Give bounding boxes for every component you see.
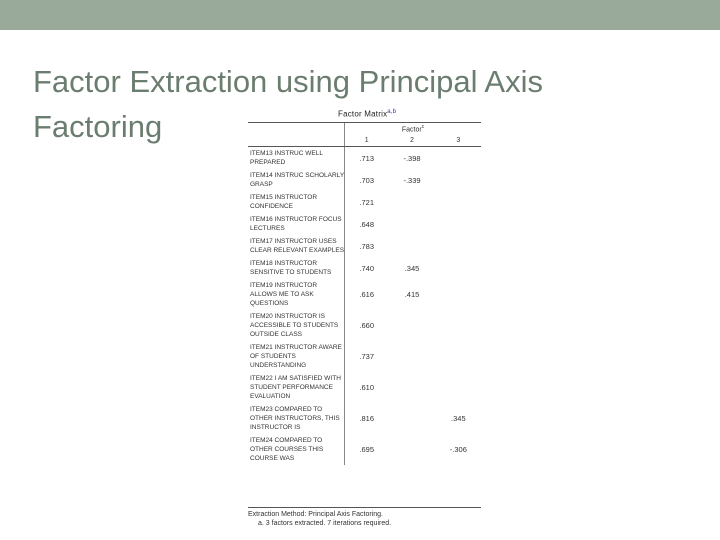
factor-3-value xyxy=(436,279,481,310)
table-header-row xyxy=(248,123,481,136)
table-row xyxy=(248,147,481,170)
factor-2-value xyxy=(388,372,435,403)
factor-2-value: -.398 xyxy=(403,153,421,163)
factor-3-value: -.306 xyxy=(449,445,467,454)
factor-1-value: .721 xyxy=(345,191,389,213)
column-header-3: 3 xyxy=(436,135,481,147)
table-row xyxy=(248,310,481,341)
factor-header-superscript: c xyxy=(421,124,425,131)
row-label: ITEM13 INSTRUC WELL PREPARED xyxy=(250,150,323,166)
table-body xyxy=(248,147,481,466)
table-row xyxy=(248,372,481,403)
row-label: ITEM20 INSTRUCTOR IS ACCESSIBLE TO STUDENTS OUTSIDE CLASS xyxy=(250,313,339,338)
factor-3-value xyxy=(436,169,481,191)
row-label: ITEM24 COMPARED TO OTHER COURSES THIS COURSE WAS xyxy=(250,437,324,462)
table-row xyxy=(248,257,481,279)
factor-3-value xyxy=(436,341,481,372)
factor-matrix-table xyxy=(248,122,481,465)
factor-3-value: .345 xyxy=(451,414,466,423)
factor-1-value: .616 xyxy=(345,279,389,310)
factor-3-value xyxy=(436,310,481,341)
factor-header-text: Factor xyxy=(401,126,422,134)
table-row xyxy=(248,279,481,310)
row-label: ITEM15 INSTRUCTOR CONFIDENCE xyxy=(250,194,318,210)
factor-2-value: .345 xyxy=(404,263,420,273)
factor-2-value xyxy=(388,213,435,235)
factor-3-value xyxy=(436,147,481,170)
factor-1-value: .740 xyxy=(345,257,389,279)
column-header-2: 2 xyxy=(388,135,435,147)
table-caption xyxy=(338,109,396,119)
row-label: ITEM14 INSTRUC SCHOLARLY GRASP xyxy=(250,172,345,188)
factor-3-value xyxy=(436,257,481,279)
header-blank-cell xyxy=(248,135,345,147)
factor-1-value: .610 xyxy=(345,372,389,403)
factor-3-value xyxy=(436,213,481,235)
table-row xyxy=(248,341,481,372)
factor-2-value xyxy=(388,235,435,257)
factor-1-value: .660 xyxy=(345,310,389,341)
factor-2-value xyxy=(388,191,435,213)
factor-1-value: .783 xyxy=(345,235,389,257)
factor-1-value: .816 xyxy=(345,403,389,434)
row-label: ITEM19 INSTRUCTOR ALLOWS ME TO ASK QUESTIONS xyxy=(250,282,318,307)
factor-3-value xyxy=(436,191,481,213)
factor-2-value xyxy=(388,310,435,341)
column-header-1: 1 xyxy=(345,135,389,147)
factor-1-value: .648 xyxy=(345,213,389,235)
factor-3-value xyxy=(436,372,481,403)
factor-header xyxy=(345,123,481,136)
factor-1-value: .737 xyxy=(345,341,389,372)
table-caption-text: Factor Matrix xyxy=(338,109,388,119)
factor-2-value xyxy=(388,434,435,465)
factor-3-value xyxy=(436,235,481,257)
table-row xyxy=(248,191,481,213)
factor-2-value: .415 xyxy=(404,290,420,299)
factor-2-value: -.339 xyxy=(403,175,421,185)
factor-1-value: .713 xyxy=(345,147,389,170)
row-label: ITEM18 INSTRUCTOR SENSITIVE TO STUDENTS xyxy=(250,260,332,276)
row-label: ITEM22 I AM SATISFIED WITH STUDENT PERFORMANCE EVALUATION xyxy=(250,375,341,400)
factor-1-value: .695 xyxy=(345,434,389,465)
table-row xyxy=(248,235,481,257)
slide-title: Factor Extraction using Principal Axis Factoring xyxy=(33,63,543,144)
table-footer xyxy=(248,507,481,528)
table-row xyxy=(248,169,481,191)
table-row xyxy=(248,434,481,465)
factor-2-value xyxy=(388,341,435,372)
table-caption-superscript: a,b xyxy=(387,109,397,115)
extraction-method-note: Extraction Method: Principal Axis Factoring. xyxy=(248,511,384,518)
table-row xyxy=(248,213,481,235)
row-label: ITEM23 COMPARED TO OTHER INSTRUCTORS, THIS INSTRUCTOR IS xyxy=(250,406,340,431)
row-label: ITEM17 INSTRUCTOR USES CLEAR RELEVANT EXAMPLES xyxy=(250,238,345,254)
row-label: ITEM21 INSTRUCTOR AWARE OF STUDENTS UNDERSTANDING xyxy=(250,344,342,369)
column-number-row xyxy=(248,135,481,147)
table-row xyxy=(248,403,481,434)
row-label: ITEM16 INSTRUCTOR FOCUS LECTURES xyxy=(250,216,342,232)
factor-1-value: .703 xyxy=(345,169,389,191)
top-accent-bar xyxy=(0,0,720,30)
header-blank-cell xyxy=(248,123,345,136)
factors-extracted-note: a. 3 factors extracted. 7 iterations required. xyxy=(258,520,392,527)
factor-2-value xyxy=(388,403,435,434)
